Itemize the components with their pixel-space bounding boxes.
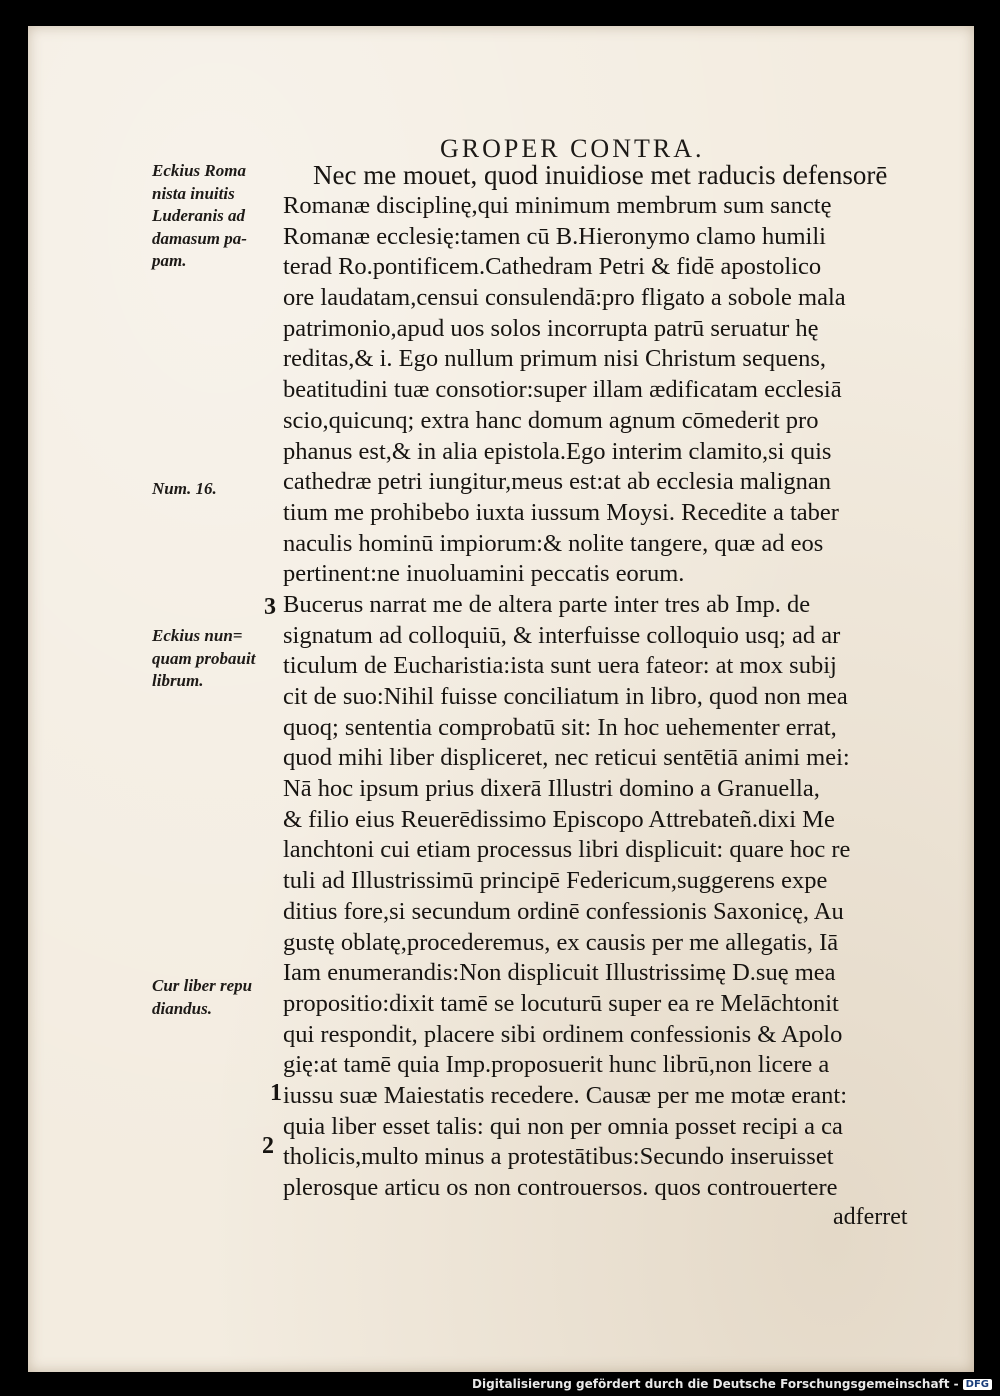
body-line: phanus est,& in alia epistola.Ego interim clamito,si quis [283, 437, 832, 465]
body-line: ore laudatam,censui consulendā:pro fligato a sobole mala [283, 284, 846, 312]
body-first-line: Nec me mouet, quod inuidiose met raducis defensorē [313, 160, 888, 190]
margin-note-line: damasum pa- [152, 228, 247, 248]
margin-note-eckius-romanista [152, 160, 282, 273]
body-line: tium me prohibebo iuxta iussum Moysi. Recedite a taber [283, 498, 839, 526]
body-line: quia liber esset talis: qui non per omnia posset recipi a ca [283, 1112, 843, 1140]
margin-note-line: nista inuitis [152, 183, 235, 203]
body-line: quoq; sententia comprobatū sit: In hoc uehementer errat, [283, 713, 837, 741]
digitization-credit [472, 1377, 992, 1391]
margin-note-line: Cur liber repu [152, 976, 253, 995]
body-line: Romanæ disciplinę,qui minimum membrum sum sanctę [283, 192, 832, 219]
body-line: propositio:dixit tamē se locuturū super ea re Melāchtonit [283, 989, 839, 1017]
margin-note-line: Eckius nun= [152, 626, 243, 645]
body-line: iussu suæ Maiestatis recedere. Causæ per me motæ erant: [283, 1081, 848, 1109]
margin-note-line: quam probauit [152, 648, 256, 668]
body-line: terad Ro.pontificem.Cathedram Petri & fidē apostolico [283, 253, 822, 281]
body-line: gię:at tamē quia Imp.proposuerit hunc librū,non licere a [283, 1051, 830, 1079]
credit-text: Digitalisierung gefördert durch die Deutsche Forschungsgemeinschaft - [472, 1377, 959, 1391]
margin-note-line: Luderanis ad [152, 206, 246, 225]
body-line: tuli ad Illustrissimū principē Federicum,suggerens expe [283, 867, 828, 895]
body-line: signatum ad colloquiū, & interfuisse colloquio usq; ad ar [283, 621, 841, 649]
catchword: adferret [833, 1204, 908, 1230]
running-title: GROPER CONTRA. [440, 134, 705, 163]
margin-note-line: librum. [152, 671, 204, 690]
body-line: plerosque articu os non controuersos. quos controuertere [283, 1174, 838, 1201]
margin-number-3: 3 [264, 594, 276, 620]
body-line: lanchtoni cui etiam processus libri displicuit: quare hoc re [283, 836, 851, 864]
margin-note-line: diandus. [152, 998, 212, 1018]
margin-note-line: pam. [152, 251, 187, 270]
body-line: scio,quicunq; extra hanc domum agnum cōmederit pro [283, 406, 819, 434]
body-line: cathedræ petri iungitur,meus est:at ab ecclesia malignan [283, 468, 832, 496]
body-line: reditas,& i. Ego nullum primum nisi Christum sequens, [283, 345, 827, 373]
body-line: tholicis,multo minus a protestātibus:Secundo inseruisset [283, 1143, 834, 1171]
body-line: Nā hoc ipsum prius dixerā Illustri domino a Granuella, [283, 775, 820, 803]
body-line: Bucerus narrat me de altera parte inter tres ab Imp. de [283, 590, 811, 618]
body-line: cit de suo:Nihil fuisse conciliatum in libro, quod non mea [283, 683, 848, 710]
margin-number-2: 2 [262, 1133, 274, 1159]
body-line: pertinent:ne inuoluamini peccatis eorum. [283, 560, 685, 588]
body-line: gustę oblatę,procederemus, ex causis per me allegatis, Iā [283, 928, 839, 956]
dfg-logo-icon: DFG [963, 1379, 992, 1390]
margin-note-cur-liber [152, 975, 282, 1020]
body-text [283, 191, 913, 1204]
body-line: & filio eius Reuerēdissimo Episcopo Attrebateñ.dixi Me [283, 805, 835, 833]
body-line: qui respondit, placere sibi ordinem confessionis & Apolo [283, 1020, 843, 1048]
margin-note-eckius-nunquam [152, 625, 282, 693]
margin-note-numeri [152, 478, 282, 501]
body-line: ticulum de Eucharistia:ista sunt uera fateor: at mox subij [283, 652, 837, 680]
body-line: Romanæ ecclesię:tamen cū B.Hieronymo clamo humili [283, 222, 826, 250]
body-line: naculis hominū impiorum:& nolite tangere, quæ ad eos [283, 529, 824, 557]
body-line: ditius fore,si secundum ordinē confessionis Saxonicę, Au [283, 897, 844, 925]
margin-note-line: Eckius Roma [152, 161, 246, 180]
margin-note-line: Num. 16. [152, 479, 217, 498]
body-line: beatitudini tuæ consotior:super illam ædificatam ecclesiā [283, 376, 842, 404]
body-line: Iam enumerandis:Non displicuit Illustrissimę D.suę mea [283, 959, 836, 987]
body-line: patrimonio,apud uos solos incorrupta patrū seruatur hę [283, 314, 819, 342]
body-line: quod mihi liber displiceret, nec reticui sentētiā animi mei: [283, 744, 850, 772]
margin-number-1: 1 [270, 1080, 282, 1106]
